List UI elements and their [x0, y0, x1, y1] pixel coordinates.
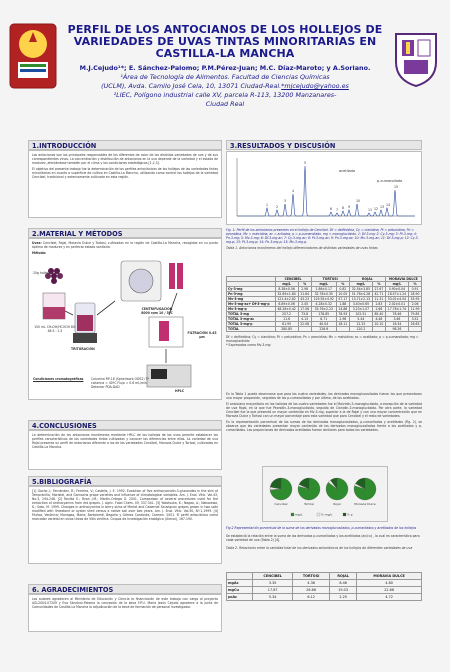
- acknowledgements-title: 6. AGRADECIMIENTOS: [28, 584, 222, 594]
- results-title: 3.RESULTADOS Y DISCUSIÓN: [226, 140, 422, 150]
- table1-cell: 2.98: [298, 287, 311, 292]
- table1-cell: 207.2: [275, 312, 298, 317]
- table2-header-cell: CENCIBEL: [253, 573, 293, 580]
- table2-row-label: pcAc: [227, 594, 253, 601]
- table1-cell: 13.71±2.13: [349, 297, 372, 302]
- table1-subheader: %: [409, 282, 422, 287]
- table1-cell: 11.64: [298, 292, 311, 297]
- conclusions-paragraph: La determinación de los antocianos monómeros mediante HPLC de los hollejos de las uvas permite establecer los perfiles característicos de las variedades tintas cultivadas y conocer las diferencias entre ellas. La variedad de uva Rojal presenta un perfil de antocianos diferente a los de las variedades Cencibel, Moravia Dulce y Tortosí, cultivadas en Castilla-La Mancha.: [32, 433, 218, 449]
- centrifugacion-label: CENTRIFUGACIÓN 8000 rpm 10 / 5ºC: [141, 307, 173, 315]
- table1-cell: 78.93: [336, 312, 349, 317]
- table1-cell: 4.28±0.32: [311, 302, 336, 307]
- table1-cell: 22.08: [298, 322, 311, 327]
- table2-cell: 22.68: [357, 587, 422, 594]
- hplc-icon: [147, 365, 191, 387]
- chrom-peak-label: 11: [368, 208, 373, 212]
- table1-variety-tortosi: TORTOSI: [311, 277, 349, 282]
- results-section: [226, 140, 422, 150]
- table1-cell: 43.23: [298, 297, 311, 302]
- table2-cell: 2.25: [329, 594, 356, 601]
- table1-cell: 18.57±1.24: [385, 292, 408, 297]
- table2-header-cell: ROJAL: [329, 573, 356, 580]
- table2-cell: 6.12: [293, 594, 330, 601]
- results-paragraph-1: En la Tabla 1 puede observarse que para las cuatro variedades, los derivados monoglucosilados fueron los que presentaron una mayor proporción, seguidos de los p-cumaroilados y por último, de los acetilados.: [226, 392, 422, 400]
- pie-variety-label: Cencibel: [274, 502, 288, 506]
- table1-cell: 42.71: [372, 292, 385, 297]
- table1-cell: 129.55±4.92: [311, 297, 336, 302]
- table1-cell: 2.45: [298, 302, 311, 307]
- table2-cell: 19.03: [329, 587, 356, 594]
- pie-variety-label: Tortosí: [304, 502, 314, 506]
- table2-block: [226, 572, 422, 601]
- table1-cell: [298, 327, 311, 332]
- table1-cell: [409, 327, 422, 332]
- results-paragraph-2: El antociano mayoritario en los hollejos de las cuatro variedades fue el Malvidin-3-monoglucósido, a excepción de la variedad de uva Rojal, en la que fue Peonidin-3-monoglucósido, seguido de Cianidin-3-monoglucósido. Por otra parte, la variedad Cencibel fue la que presentó un mayor contenido en Mv-3-mg, superior a la de Rojal y con una mayor concentración que en Moravia Dulce y Tortosí con un mayor porcentaje para esta variedad que para Cencibel y el resto de variedades.: [226, 402, 422, 418]
- table1-cell: 18.90: [409, 292, 422, 297]
- table1-cell: 18.11: [336, 322, 349, 327]
- table1-subheader: mg/L: [311, 282, 336, 287]
- table1-cell: 0.91: [409, 287, 422, 292]
- table1-cell: 57.17: [336, 297, 349, 302]
- table1-cell: 85.40: [372, 312, 385, 317]
- table1-cell: 14.88: [336, 307, 349, 312]
- table1-cell: 3.23±1.07: [349, 307, 372, 312]
- affiliation-3: ²LIEC, Polígono industrial calle XV, parcela R-113, 13200 Manzanares-: [113, 91, 337, 99]
- table1-cell: 53.95: [409, 297, 422, 302]
- table1-row-label: Cy-3-mg: [227, 287, 276, 292]
- table1-variety-moravia: MORAVIA DULCE: [385, 277, 421, 282]
- table1-subheader: mg/L: [275, 282, 298, 287]
- table1-cell: 102.51: [349, 312, 372, 317]
- table1-cell: 16.34: [385, 322, 408, 327]
- left-column: [28, 140, 222, 218]
- table1-cell: 61.95: [275, 322, 298, 327]
- table1-cell: 2.83: [372, 302, 385, 307]
- table1-cell: 1.88: [336, 302, 349, 307]
- table1-cell: 12.25: [349, 322, 372, 327]
- results-text: [226, 392, 422, 464]
- bibliography-text: [1] Gacho J.; Fernández, R.; Ferreira, V.; Castells, J. E. 1992. Evolution of five anthocyanidin-3-glucosides in the skin of Tempranillo, Moristel, and Garnacha grape varieties and influence of climatological variables. Am. J. Enol. Vitic. Vol.43, No.3, 244-248. [2] Revilla E.; Ryan J.M.; Martín-Ortega G. 2001. Comparison of several procedures used for the extraction of anthocyanins from red grapes. J. Agric. Food Chem. 49, 337-341. [3] Yokotsuka, K.; Nagao, A.; Nakazawa, K.; Sato, M. 1999. Changes in anthocyanins in berry skins of Merlot and Cabernet Sauvignon grapes grown in two soils modified with limestone or oyster shell versus a native soil over two years. Am. J. Enol. Vitic. Vol.50, Nº.1,1999. [4] Muñoz, Verónica; Monagas, María; Bartolomé, Begoña y Gómez Cordovés, Carmen. 2001. El perfil antociánico como marcador varietal en vinos tintos de Vitis vinifera. Grupos de Investigación enológica (Gienol), 167-190.: [32, 489, 218, 521]
- blender-icon: [73, 303, 97, 343]
- sample-label: 20g hollejo: [33, 271, 51, 275]
- legend-swatch: [317, 513, 320, 516]
- affiliation-1: ¹Área de Tecnología de Alimentos. Facultad de Ciencias Químicas: [120, 73, 330, 81]
- table1-cell: 2.06: [409, 302, 422, 307]
- chrom-peak-label: 13: [380, 205, 385, 209]
- table1-cell: 10.10: [372, 322, 385, 327]
- acknowledgements-section: [28, 584, 222, 632]
- table1-variety-cencibel: CENCIBEL: [275, 277, 311, 282]
- intro-title: 1.INTRODUCCIÓN: [28, 140, 222, 150]
- table2-header-row: [227, 573, 422, 580]
- table1-cell: 1.86±0.17: [311, 287, 336, 292]
- conditions-text: Columna RP-18 (Spherisorb ODS2) Tª columna = 40ºC Flujo = 0.6 mL/min Detector PDA-DAD: [91, 377, 149, 389]
- table1-cell: 78.46: [385, 312, 408, 317]
- filter-icon: [149, 317, 183, 347]
- chrom-peak-label: 5: [304, 161, 307, 165]
- chrom-label-acetilado: acetilado: [339, 169, 356, 173]
- materials-title: 2.MATERIAL Y MÉTODOS: [28, 228, 222, 238]
- bibliography-title: 5.BIBLIOGRAFÍA: [28, 476, 222, 486]
- bibliography-box: [28, 486, 222, 564]
- fig1-caption: Fig. 1: Perfil de los antocianos presentes en el hollejo de Cencibel. Df = delfinidina, Cy = cianidina, Pt = petunidina, Pn = peonidina, Mv = malvidina, ac = acilados, p = p-cumaroilado, mg = monoglucósido. 1: Df-3-mg; 2: Cy-3-mg; 3: Pt-3-mg; 4: Pn-3-mg; 5: Mv-3-mg; 6: Df-3-mg-ac; 7: Cy-3-mg-ac; 8: Pt-3-mg-ac; 9: Pn-3-mg-ac; 10: Mv-3-mg-ac; 11: Df-3-mg-p; 12: Cy-3-mg-p; 13: Pt-3-mg-p; 14: Pn-3-mg-p; 15: Mv-3-mg-p.: [226, 228, 419, 244]
- intro-paragraph-1: Los antocianos son los principales responsables de los diferentes de color de los distintos variedades de uva y de sus correspondientes vinos. La concentración y distribución de antocianos en la uva depende de la variedad y el estado de madurez, afectándose también por el clima y las condiciones edafológicas [1,2,3].: [32, 153, 218, 165]
- conclusions-section: [28, 420, 222, 470]
- table1-cell: 6.71: [311, 317, 336, 322]
- uclm-logo-icon: [6, 18, 60, 94]
- table1-cell: 8.38±0.56: [275, 287, 298, 292]
- table2-cell: 17.87: [253, 587, 293, 594]
- table1-cell: 6.89±0.06: [275, 302, 298, 307]
- table1-subheader: %: [298, 282, 311, 287]
- pie-slice: [270, 478, 281, 489]
- table1-cell: 178.85: [311, 312, 336, 317]
- conclusions-box: [28, 430, 222, 470]
- intro-paragraph-2: El objetivo del presente trabajo fue la determinación de los perfiles antociánicos de los hollejos de las variedades tintas minoritarias en cuanto a superficie de cultivo en Castilla-La Mancha, utilizando como control los hollejos de la variedad Cencibel, tradicional y extensamente cultivada en esta región.: [32, 167, 218, 179]
- table1-cell: 120.2: [349, 327, 372, 332]
- hplc-label: HPLC: [175, 389, 185, 393]
- title-line-1: PERFIL DE LOS ANTOCIANOS DE LOS HOLLEJOS DE: [67, 23, 383, 36]
- table-row: [227, 587, 422, 594]
- chrom-peak-label: 9: [348, 205, 351, 209]
- table1-cell: 98.26: [385, 327, 408, 332]
- table2-header-cell: MORAVIA DULCE: [357, 573, 422, 580]
- chrom-peak-label: 10: [356, 199, 361, 203]
- table-row: [227, 302, 422, 307]
- table1-cell: 27.67: [372, 287, 385, 292]
- table1-cell: [336, 327, 349, 332]
- email-link[interactable]: *mjcejudo@yahoo.es: [281, 82, 349, 90]
- chrom-peak-label: 3: [284, 199, 287, 203]
- results-paragraph-4: Se estableció la relación entre la suma de los derivados p-cumarilados y los acetilados (ac/cu) , la cual es característica para cada variedad de uva (Tabla 2) [4].: [226, 534, 420, 542]
- bibliography-section: [28, 476, 222, 564]
- conclusions-title: 4.CONCLUSIONES: [28, 420, 222, 430]
- chrom-peak-label: 7: [336, 208, 339, 212]
- table1-row-label: Mv-3-mg-p: [227, 307, 276, 312]
- chromatogram-plot: [227, 152, 421, 224]
- materials-box: [28, 238, 222, 400]
- materials-section: [28, 228, 222, 400]
- beaker-icon: [43, 293, 65, 319]
- table2-row-label: mgAc: [227, 580, 253, 587]
- table1-cell: 17.56: [298, 307, 311, 312]
- table-row: [227, 327, 422, 332]
- table2-cell: 4.36: [293, 580, 330, 587]
- table1-cell: 5.44: [349, 317, 372, 322]
- table2-cell: 8.46: [329, 580, 356, 587]
- affiliation-2: (UCLM), Avda. Camilo José Cela, 10, 13071 Ciudad-Real.: [101, 82, 282, 90]
- fig2-caption: Fig.2 Representación porcentual de la suma de los derivados monoglucosilados, p-cumarilados y acetilados de los hollejos: [226, 526, 417, 530]
- table1-row-label: Mv-3-mg-ac+ Df-3-mg-p: [227, 302, 276, 307]
- chrom-peak-label: 15: [394, 185, 399, 189]
- table1-cell: 0.82: [336, 287, 349, 292]
- pie-chart-svg: [263, 467, 387, 521]
- table1-cell: 73.8: [298, 312, 311, 317]
- acknowledgements-box: [28, 594, 222, 632]
- table1-cell: 3.52: [409, 317, 422, 322]
- abbreviations-note: Df = delfinidina; Cy = cianidina; Pt = petunidina; Pn = peonidina; Mv = malvidina; ac = acetilado; p = p-cumaroilado; mg = monoglucósido: [226, 335, 419, 343]
- table1-subheader: %: [372, 282, 385, 287]
- table1-cell: 17.76±1.74: [385, 307, 408, 312]
- poster-header: [0, 0, 450, 140]
- table1-row-label: TOTAL 3-mg-ac: [227, 317, 276, 322]
- table1-row-label: Mv-3-mg: [227, 297, 276, 302]
- table1-subheader: mg/L: [349, 282, 372, 287]
- table1-cell: 48.28±0.42: [275, 307, 298, 312]
- table1-cell: 51.76±4.28: [349, 292, 372, 297]
- pie-variety-label: Rojal: [333, 502, 341, 506]
- legend-label: % p: [347, 512, 353, 517]
- table2-caption: Tabla 2. Relaciones entre la cantidad total de los derivados antociánicos de los hollejos de diferentes variedades de uva: [226, 546, 413, 550]
- table1-subheader: %: [336, 282, 349, 287]
- legend-label: % mg/L: [321, 512, 333, 517]
- table1-row-label: TOTAL 3-mg-p: [227, 322, 276, 327]
- table2-cell: 3.35: [253, 580, 293, 587]
- chrom-peak-label: 8: [342, 206, 345, 210]
- legend-swatch: [291, 513, 294, 516]
- table2-cell: 4.80: [357, 580, 422, 587]
- table1-cell: 2.02±0.01: [385, 302, 408, 307]
- table1-cell: 3.46: [385, 317, 408, 322]
- table1-cell: 16.63: [409, 322, 422, 327]
- table1-row-label: TOTAL 3-mg: [227, 312, 276, 317]
- table1-cell: 32.69±1.80: [275, 292, 298, 297]
- arrow-icon: [65, 311, 73, 315]
- table1-caption: Tabla 1. Antocianos monómeros del hollejo diferenciadores de distintas variedades de uvas tintas: [226, 246, 378, 250]
- acknowledgements-text: Los autores agradecen al Ministerio de Educación y Ciencia la financiación de este trabajo con cargo al proyecto AGL2004-07209 y Eva Sánchez-Palomo la concesión de la beca F.P.U. María Jesús Cejudo agradece a la Junta de Comunidades de Castilla-La Mancha la adjudicación de la beca de formación de personal investigador.: [32, 597, 218, 609]
- table1-cell: 53.01±4.54: [385, 297, 408, 302]
- table1-cell: 33.76±2.23: [311, 307, 336, 312]
- table1-subheader: mg/L: [385, 282, 408, 287]
- results-paragraph-3: En la representación porcentual de las sumas de los derivados monoglucosilados, p-cumarilados y acetilados (Fig. 2), se observa que las variedades presentan mayor contenido de los derivados monoglucosilados frente a los acetilados y p-cumarilados. Las proporciones de derivados acetilados fueron similares para todas las variedades.: [226, 420, 422, 432]
- table1-cell: 2.96: [336, 317, 349, 322]
- results-text-block: [226, 392, 422, 464]
- table1-cell: [372, 327, 385, 332]
- table1-row-label: Pn-3-mg: [227, 292, 276, 297]
- filtracion-label: FILTRACIÓN 0.45 µm: [187, 331, 217, 339]
- table1-cell: 11.99: [409, 307, 422, 312]
- table2-cell: 5.34: [253, 594, 293, 601]
- table-row: [227, 594, 422, 601]
- affiliation-4: Ciudad Real: [205, 100, 245, 108]
- authors-block: [64, 64, 386, 109]
- table-row: [227, 580, 422, 587]
- table1-block: [226, 276, 422, 347]
- chrom-peak-label: 2: [276, 205, 279, 209]
- table1-cell: 4.48: [372, 317, 385, 322]
- table2-header-cell: TORTOSI: [293, 573, 330, 580]
- conditions-label: Condiciones cromatográficas: [33, 377, 84, 381]
- table2-header-cell: [227, 573, 253, 580]
- table1-cell: 11.31: [372, 297, 385, 302]
- uvas-label: Uvas:: [32, 241, 42, 245]
- fig1-caption-block: [226, 228, 422, 250]
- table1-cell: 32.54±3.85: [349, 287, 372, 292]
- chrom-label-p-cumaroilado: p-cumaroilado: [377, 179, 403, 183]
- legend-label: mg/L: [295, 512, 303, 517]
- affiliation-2-line: [64, 82, 386, 91]
- centrifuge-icon: [121, 261, 183, 301]
- uvas-text: Cencibel, Rojal, Moravia Dulce y Tortosí, cultivadas en la región de Castilla-La Mancha, recogidas en su punto óptimo de madurez y en perfecto estado sanitario.: [32, 241, 219, 249]
- table1-cell: 10.05: [336, 292, 349, 297]
- chromatogram-figure: [226, 151, 422, 225]
- chrom-peak-label: 1: [266, 203, 269, 207]
- legend-swatch: [343, 513, 346, 516]
- authors-line: M.J.Cejudo¹*; E. Sánchez-Palomo; P.M.Pérez-Juan; M.C. Díaz-Maroto; y A.Soriano.: [79, 64, 371, 72]
- metodo-label: Método:: [32, 251, 47, 255]
- fig2-block: [226, 526, 422, 550]
- chrom-peak-label: 12: [374, 207, 379, 211]
- trituracion-label: TRITURACIÓN: [71, 347, 95, 351]
- table1-cell: 11.6: [275, 317, 298, 322]
- table1-cell: 79.85: [409, 312, 422, 317]
- table1-cell: 4.13: [298, 317, 311, 322]
- chrom-peak-label: 4: [292, 189, 295, 193]
- table2: [226, 572, 422, 601]
- arrow-icon: [97, 301, 115, 315]
- abbreviations-note-2: * Expresados como Mv-3-mg: [226, 343, 271, 347]
- table1-cell: 3.40±0.65: [349, 302, 372, 307]
- title-line-2: VARIEDADES DE UVAS TINTAS MINORITARIAS EN: [73, 35, 377, 48]
- table1-row-label: TOTAL: [227, 327, 276, 332]
- pie-chart-figure: [262, 466, 388, 522]
- table2-cell: 4.72: [357, 594, 422, 601]
- poster-title: [64, 24, 386, 60]
- table1-cell: 121.4±2.82: [275, 297, 298, 302]
- table2-row-label: mgCu: [227, 587, 253, 594]
- table1-cell: 0.90±0.04: [385, 287, 408, 292]
- table1-cell: 226.6: [311, 327, 336, 332]
- chrom-peak-label: 6: [330, 207, 333, 211]
- solvent-label: 150 mL CH₃OH/HCOOH 80: 48.5 : 1.5: [34, 325, 76, 333]
- table1-cell: 2.66: [372, 307, 385, 312]
- intro-box: [28, 150, 222, 218]
- table1-variety-rojal: ROJAL: [349, 277, 385, 282]
- title-line-3: CASTILLA-LA MANCHA: [155, 47, 295, 60]
- chrom-peak-label: 14: [386, 203, 391, 207]
- table1-cell: 40.04: [311, 322, 336, 327]
- castilla-la-mancha-crest-icon: [390, 28, 442, 88]
- table1-cell: 280.85: [275, 327, 298, 332]
- table1-cell: 32.78±0.35: [311, 292, 336, 297]
- table2-cell: 26.66: [293, 587, 330, 594]
- pie-variety-label: Moravia Dulce: [354, 502, 376, 506]
- table1: [226, 276, 422, 332]
